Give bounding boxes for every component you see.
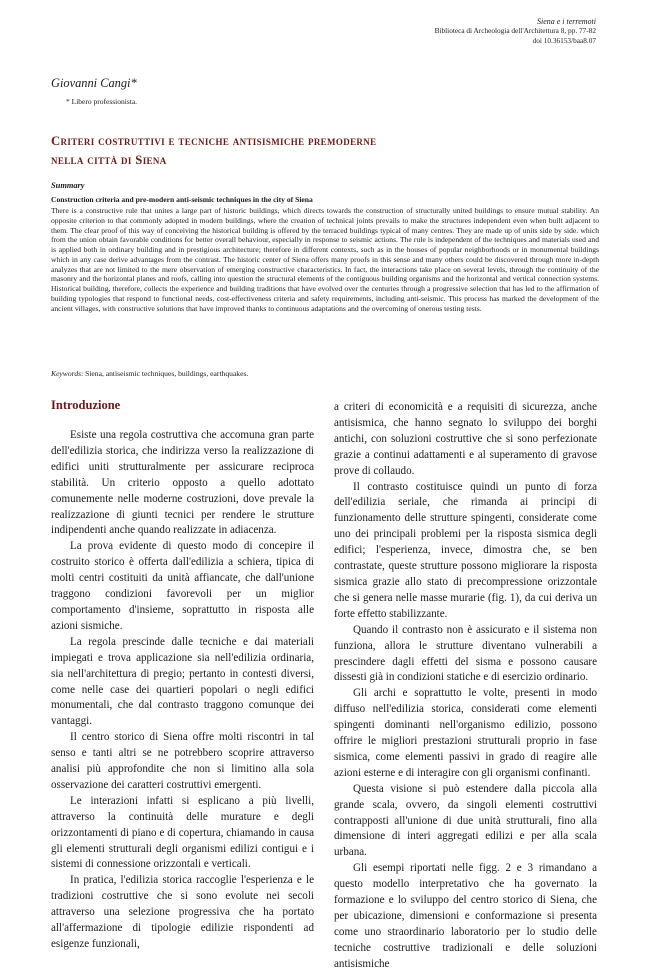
paragraph: Esiste una regola costruttiva che accomuna gran parte dell'edilizia storica, che indirizza verso la realizzazione di edifici uniti strutturalmente per assicurare reciproca stabilità. Un criterio opposto a quello adottato comunemente nelle moderne costruzioni, dove prevale la realizzazione di giunti tecnici per rendere le strutture indipendenti anche quando realizzate in adiacenza. bbox=[51, 429, 314, 537]
section-heading: Introduzione bbox=[51, 398, 121, 412]
paragraph: Quando il contrasto non è assicurato e il sistema non funziona, allora le strutture diventano vulnerabili a prescindere dagli effetti del sisma e possono causare dissesti già in condizioni statiche e di esercizio ordinario. bbox=[334, 623, 597, 684]
summary-label: Summary bbox=[51, 181, 85, 190]
paper-title-line-1: Criteri costruttivi e tecniche antisismiche premoderne bbox=[51, 134, 377, 148]
running-head-series: Siena e i terremoti bbox=[536, 17, 596, 26]
keywords-text: : Siena, antiseismic techniques, buildings, earthquakes. bbox=[81, 369, 249, 378]
running-head-doi: doi 10.36153/baa8.07 bbox=[532, 35, 596, 45]
paragraph: In pratica, l'edilizia storica raccoglie l'esperienza e le tradizioni costruttive che si sono evolute nei secoli attraverso una selezione progressiva che ha portato all'affermazione di tipologie edilizie rispondenti ad esigenze funzionali, bbox=[51, 874, 314, 950]
paragraph: La regola prescinde dalle tecniche e dai materiali impiegati e trova applicazione sia nell'edilizia ordinaria, sia nell'architettura di pregio; pertanto in contesti diversi, come nelle case dei quartieri popolari o negli edifici monumentali, che dal contrasto traggono comunque dei vantaggi. bbox=[51, 635, 314, 728]
paper-title bbox=[51, 132, 591, 169]
author-affiliation: * Libero professionista. bbox=[66, 97, 138, 106]
author-name: Giovanni Cangi* bbox=[51, 76, 137, 90]
keywords-label: Keywords bbox=[51, 369, 82, 378]
running-head-source: Biblioteca di Archeologia dell'Architettura 8, pp. 77-82 bbox=[434, 26, 596, 36]
summary-body: There is a constructive rule that unites a large part of historic buildings, which directs towards the construction of structurally united buildings to ensure mutual stability. An opposite criterion to that commonly adopted in modern buildings, where the creation of technical joints prevails to make the structures independent even when built adjacent to them. The clear proof of this way of conceiving the historical building is offered by the terraced buildings typical of many centres. They are made up of units side by side. which from the union obtain favorable conditions for better overall behaviour, especially in response to seismic actions. The rule is independent of the techniques and materials used and is applied both in ordinary building and in prestigious architecture; therefore in different contexts, such as in the houses of popular neighborhoods or in monumental buildings which in any case derive advantages from the contrast. The historic center of Siena offers many proofs in this sense and many others could be discovered through more in-depth analyzes that are not limited to the mere observation of emerging constructive characteristics. In fact, the interactions take place on several levels, through the continuity of the masonry and the horizontal planes and roofs, calling into question the structural elements of the contiguous building organisms and the horizontal and vertical connection systems. Historical building, therefore, collects the experience and building traditions that have evolved over the centuries through a progressive selection that has led to the affirmation of building typologies that respond to functional needs, cost-effectiveness criteria and safety requirements, including anti-seismic. This process has marked the development of the ancient villages, with constructive solutions that have improved thanks to continuous adaptations and the overcoming of onerous testing tests. bbox=[51, 206, 599, 313]
paragraph: La prova evidente di questo modo di concepire il costruito storico è offerta dall'edilizia a schiera, tipica di molti centri costituiti da unità affiancate, che dall'unione traggono condizioni favorevoli per un miglior comportamento d'insieme, soprattutto in risposta alle azioni sismiche. bbox=[51, 540, 314, 632]
paper-title-line-2: nella città di Siena bbox=[51, 152, 167, 167]
paragraph: Il centro storico di Siena offre molti riscontri in tal senso e tanti altri se ne potrebbero scoprire attraverso analisi più approfondite che non si limitino alla sola osservazione dei caratteri costruttivi emergenti. bbox=[51, 731, 314, 791]
summary-title: Construction criteria and pre-modern anti-seismic techniques in the city of Siena bbox=[51, 195, 313, 204]
left-column bbox=[51, 428, 314, 953]
paragraph: Questa visione si può estendere dalla piccola alla grande scala, ovvero, da singoli elementi costruttivi contrapposti all'unione di due unità strutturali, fino alla dimensione di interi aggregati edilizi e per alla scala urbana. bbox=[334, 782, 597, 859]
paragraph: Il contrasto costituisce quindi un punto di forza dell'edilizia seriale, che rimanda ai principi di funzionamento delle strutture spingenti, considerate come uno dei principali problemi per la risposta sismica degli edifici; l'esperienza, invece, dimostra che, se ben contrastate, queste strutture possono migliorare la risposta sismica grazie allo stato di precompressione orizzontale che si genera nelle masse murarie (fig. 1), da cui deriva un forte effetto stabilizzante. bbox=[334, 480, 597, 620]
paragraph: a criteri di economicità e a requisiti di sicurezza, anche antisismica, che hanno segnato lo sviluppo dei borghi antichi, con soluzioni costruttive che si sono perfezionate grazie a continui adattamenti e al superamento di gravose prove di collaudo. bbox=[334, 401, 597, 477]
paragraph: Gli esempi riportati nelle figg. 2 e 3 rimandano a questo modello interpretativo che ha governato la formazione e lo sviluppo del centro storico di Siena, che per ubicazione, dimensioni e conformazione si presenta come uno straordinario laboratorio per lo studio delle tecniche costruttive tradizionali e delle soluzioni antisismiche bbox=[334, 862, 597, 970]
paragraph: Gli archi e soprattutto le volte, presenti in modo diffuso nell'edilizia storica, considerati come elementi spingenti dominanti nell'organismo edilizio, possono offrire le migliori prestazioni strutturali proprio in fase sismica, come elementi passivi in grado di reagire alle azioni esterne e di interagire con gli organismi confinanti. bbox=[334, 687, 597, 779]
right-column bbox=[334, 400, 597, 973]
keywords bbox=[51, 369, 248, 378]
paragraph: Le interazioni infatti si esplicano a più livelli, attraverso la continuità delle murature e degli orizzontamenti di piano e di copertura, chiamando in causa gli elementi strutturali degli organismi edilizi contigui e i sistemi di connessione orizzontali e verticali. bbox=[51, 794, 314, 871]
running-head bbox=[435, 17, 596, 45]
